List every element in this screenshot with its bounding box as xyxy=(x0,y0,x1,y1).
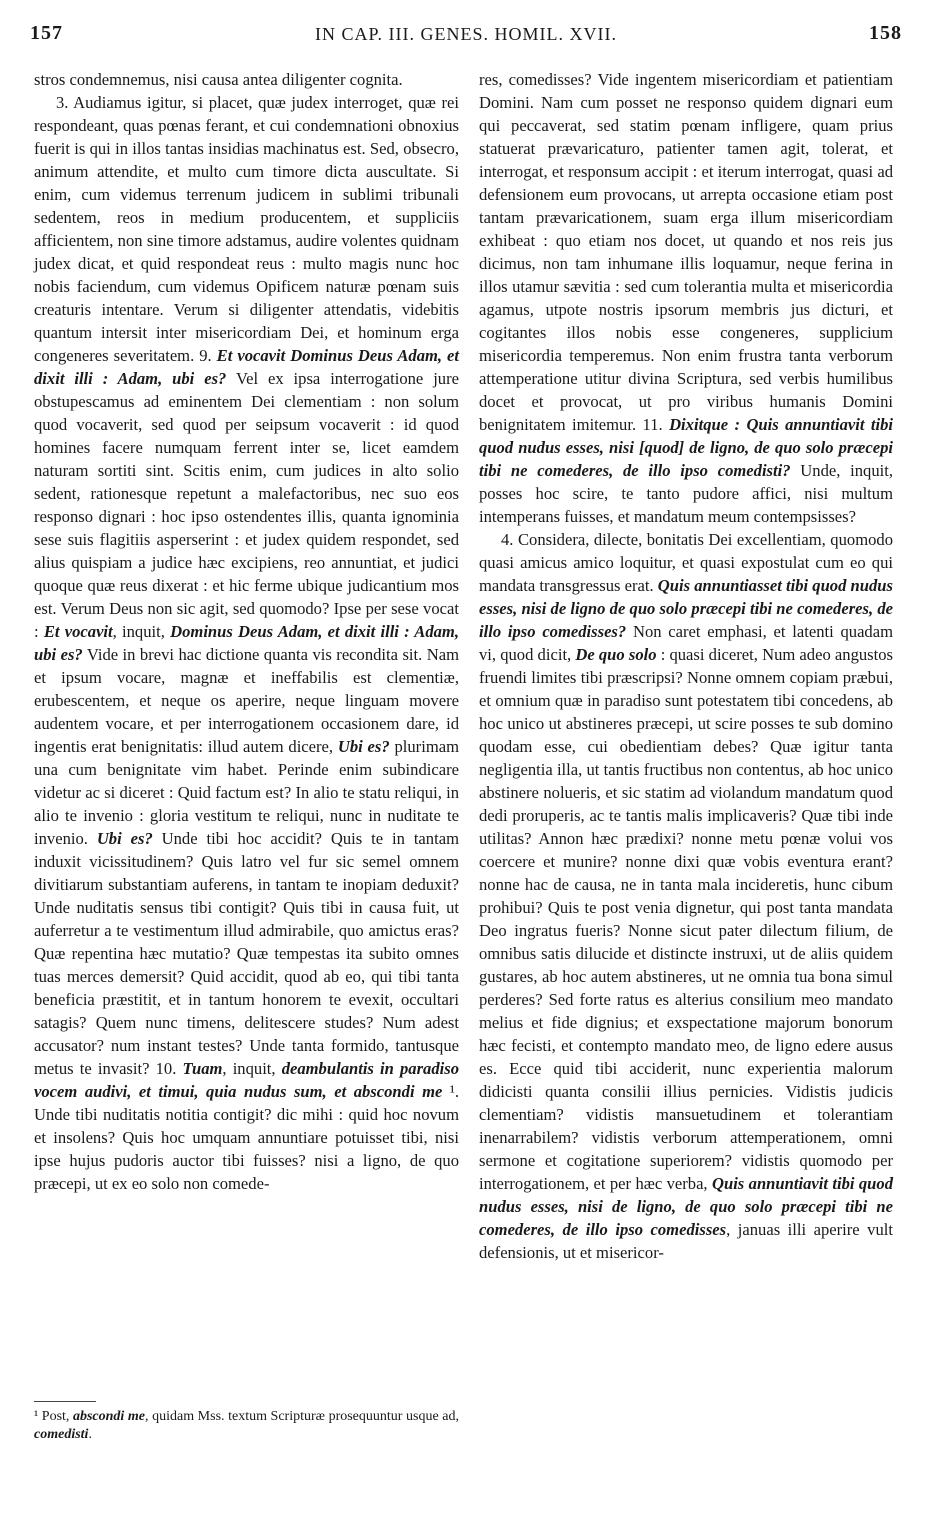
scripture-quote: deambulantis in paradiso vocem audivi, et timui, quia nudus sum, et abscondi me xyxy=(34,1059,459,1101)
paragraph-section-4 xyxy=(479,528,893,1264)
page-header xyxy=(30,22,902,52)
text-run: , januas illi aperire vult defensionis, ut et misericor- xyxy=(479,1220,893,1262)
text-run: Unde, inquit, posses hoc scire, te tanto pudore affici, nisi multum intemperans fuisses, et mandatum meum contempsisses? xyxy=(479,461,893,526)
scripture-quote: Quis annuntiavit tibi quod nudus esses, nisi de ligno, de quo solo præcepi tibi ne comederes, de illo ipso comedisses xyxy=(479,1174,893,1239)
scripture-quote: Dixitque : Quis annuntiavit tibi quod nudus esses, nisi [quod] de ligno, de quo solo præcepi tibi ne comederes, de illo ipso comedisti? xyxy=(479,415,893,480)
right-page-number: 158 xyxy=(869,22,902,44)
text-run: Vide in brevi hac dictione quanta vis recondita sit. Nam et ipsum vocare, magnæ et ineffabilis est clementiæ, erubescentem, et neque os aperire, neque linguam movere audentem vocare, et per interrogationem occasionem dare, id ingentis erat benignitatis: illud autem dicere, xyxy=(34,645,459,756)
footnote-emphasis: comedisti xyxy=(34,1427,89,1442)
scripture-quote: Ubi es? xyxy=(96,829,153,848)
left-page-number: 157 xyxy=(30,22,63,44)
text-run: ¹ Post, xyxy=(34,1409,73,1424)
text-run: ¹. Unde tibi nuditatis notitia contigit? dic mihi : quid hoc novum et insolens? Quis hoc umquam annuntiare potuisset tibi, nisi ipse hujus pudoris auctor tibi fuisses? nisi a ligno, de quo præcepi, ut ex eo solo non comede- xyxy=(34,1082,459,1193)
scripture-quote: Ubi es? xyxy=(337,737,390,756)
paragraph-section-3 xyxy=(34,91,459,1195)
footnote-divider xyxy=(34,1401,96,1402)
text-run: 3. Audiamus igitur, si placet, quæ judex interroget, quæ rei respondeant, quas pœnas ferant, et cui condemnationi obnoxius fuerit is qui in illos tantas insidias machinatus est. Sed, obsecro, animum attendite, et multo cum timore dicta auscultate. Si enim, cum videmus terrenum judicem in sublimi tribunali sedentem, reos in medium producentem, et suppliciis afficientem, non sine timore adstamus, audire volentes quidnam judex dicat, et quid respondeat reus : multo magis nunc hoc nobis faciendum, cum videmus Opificem naturæ pœnam suis creaturis intentare. Verum si diligenter attendatis, videbitis quantum intersit inter misericordiam Dei, et hominum erga congeneres severitatem. 9. xyxy=(34,93,459,365)
right-column xyxy=(479,68,893,1264)
text-run: plurimam una cum benignitate vim habet. Perinde enim subindicare videtur ac si diceret : Quid factum est? In alio te statu reliqui, in alio te invenio : gloria vestitum te reliqui, nunc in nuditate te invenio. xyxy=(34,737,460,848)
footnote xyxy=(34,1408,459,1444)
text-run: , inquit, xyxy=(222,1059,282,1078)
scripture-quote: Quis annuntiasset tibi quod nudus esses, nisi de ligno de quo solo præcepi tibi ne comederes, de illo ipso comedisses? xyxy=(479,576,893,641)
text-run: Unde tibi hoc accidit? Quis te in tantam induxit vicissitudinem? Quis latro vel fur sic semel omnem divitiarum substantiam auferens, in tantam te inopiam deduxit? Unde nuditatis sensus tibi contigit? Quis tibi in causa fuit, ut auferretur a te vestimentum illud admirabile, quo amictus eras? Quæ repentina hæc mutatio? Quæ tempestas ita subito omnes tuas merces demersit? Quid accidit, quod ab eo, qui tibi tanta beneficia præstitit, et in tantum honorem te evexit, occultari satagis? Quem nunc timens, delitescere studes? Num adest accusator? num instant testes? Unde tanta formido, tantusque metus te invasit? 10. xyxy=(34,829,459,1078)
footnote-emphasis: abscondi me xyxy=(72,1409,146,1424)
text-run: , quidam Mss. textum Scripturæ prosequuntur usque ad, xyxy=(145,1409,459,1424)
scripture-quote: Et vocavit Dominus Deus Adam, et dixit illi : Adam, ubi es? xyxy=(34,346,460,388)
text-run: Vel ex ipsa interrogatione jure obstupescamus ad eminentem Dei clementiam : non solum quod vocaverit, sed quod per seipsum vocaverit : id quod homines facere numquam ferrent inter se, licet eamdem naturam sortiti sint. Scitis enim, cum judices in alto solio sedent, rationesque repetunt a malefactoribus, nec suo eos responso dignari : hoc ipso ostendentes illis, quanta ignominia sese suis flagitiis asperserint : et judex quidem respondet, sed alius quispiam a judice hæc excipiens, reo annuntiat, et judici quoque quæ reus dixerat : et hic ferme ubique judicantium mos est. Verum Deus non sic agit, sed quomodo? Ipse per sese vocat : xyxy=(34,369,459,641)
left-column xyxy=(34,68,459,1195)
text-run: Non caret emphasi, et latenti quadam vi, quod dicit, xyxy=(479,622,894,664)
paragraph-continuation xyxy=(479,68,893,528)
text-run: . xyxy=(88,1427,92,1442)
text-run: res, comedisses? Vide ingentem misericordiam et patientiam Domini. Nam cum posset ne responso quidem dignari eum qui peccaverat, sed statim pœnam infligere, quam prius statuerat prævaricaturo, patienter tamen agit, tolerat, et interrogat, et responsum accipit : et iterum interrogat, quasi ad defensionem eum provocans, ut arrepta occasione etiam post tantam prævaricationem, suam erga illum misericordiam exhibeat : quo etiam nos docet, ut quando et nos reis jus dicimus, non tam inhumane illis loquamur, neque ferina in illos utamur sævitia : sed cum tolerantia multa et misericordia agamus, utpote nostris ipsorum membris jus dicturi, et cogitantes illos nobis esse congeneres, supplicium misericordia temperemus. Non enim frustra tanta verborum attemperatione utitur divina Scriptura, sed verbis humilibus docet et provocat, ut pro viribus humanis Domini benignitatem imitemur. 11. xyxy=(479,70,893,434)
running-head: IN CAP. III. GENES. HOMIL. XVII. xyxy=(315,24,617,44)
text-run: , inquit, xyxy=(112,622,171,641)
scripture-quote: Dominus Deus Adam, et dixit illi : Adam, ubi es? xyxy=(34,622,459,664)
text-run: 4. Considera, dilecte, bonitatis Dei excellentiam, quomodo quasi amicus amico loquitur, et quasi expostulat cum eo qui mandata transgressus erat. xyxy=(479,530,893,595)
text-run: : quasi diceret, Num adeo angustos fruendi limites tibi præscripsi? Nonne omnem copiam præbui, et omnium quæ in paradiso sunt potestatem tibi concedens, ab hoc unico ut abstineres præcepi, ut scire posses te sub domino quodam esse, cui obedientiam debes? Quæ igitur tanta negligentia illa, ut tantis fructibus non contentus, ab hoc unico abstinere nolueris, et sic statim ad violandum mandatum quod dedi proruperis, ac te tantis malis implicaveris? Quæ tibi inde utilitas? Annon hæc prædixi? nonne metu pœnæ volui vos coercere et munire? nonne dixi quæ vobis eventura erant? nonne hac de causa, ne in tanta mala incideretis, hunc cibum prohibui? Quis te post venia dignetur, qui post tanta mandata Deo ingratus fueris? Nonne sicut pater dilectum filium, de omnibus satis dilucide et distincte instruxi, ut de aliis quidem gustares, ab hoc autem abstineres, ut ne omnia tua bona simul perderes? Sed forte ratus es alterius consilium meo mandato melius et fide dignius; et exspectatione majorum bonorum hæc fecisti, et contempto mandato meo, de ligno edere ausus es. Ecce quid tibi acciderit, nunc experientia malorum didicisti quanta consilii illius pernicies. Vidistis judicis clementiam? vidistis mansuetudinem et tolerantiam inenarrabilem? vidistis verborum attemperationem, omni sermone et cogitatione superiorem? vidistis quomodo per interrogationem, et per hæc verba, xyxy=(479,645,893,1193)
scripture-quote: Tuam xyxy=(182,1059,223,1078)
paragraph-continuation: stros condemnemus, nisi causa antea diligenter cognita. xyxy=(34,70,403,89)
scripture-quote: Et vocavit xyxy=(43,622,113,641)
scripture-quote: De quo solo xyxy=(575,645,657,664)
